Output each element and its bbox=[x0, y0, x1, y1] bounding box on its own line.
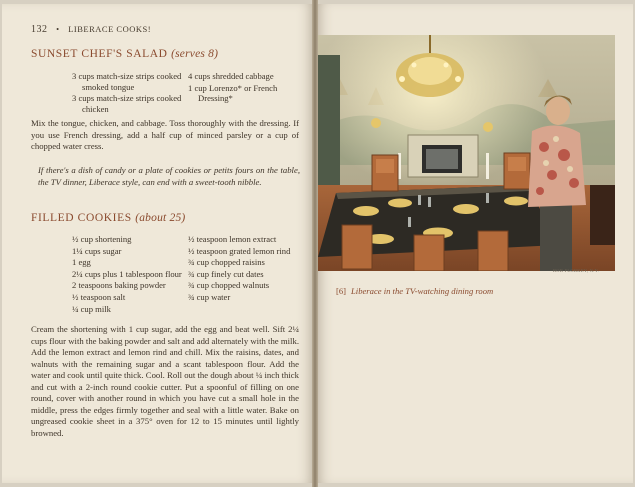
caption-number: [6] bbox=[336, 286, 347, 296]
photo-caption bbox=[336, 286, 496, 297]
ingredient: ½ teaspoon grated lemon rind bbox=[188, 245, 291, 256]
ingredient: ½ teaspoon salt bbox=[72, 291, 126, 302]
running-head-separator: • bbox=[56, 24, 60, 34]
caption-text: Liberace in the TV-watching dining room bbox=[351, 286, 494, 296]
ingredient: ½ cup shortening bbox=[72, 234, 132, 244]
ingredient: ¾ cup finely cut dates bbox=[188, 268, 264, 279]
recipe-title-salad bbox=[31, 48, 218, 60]
salad-ingredients-right bbox=[188, 71, 306, 105]
ingredient: 2¼ cups plus 1 tablespoon flour bbox=[72, 268, 182, 279]
salad-directions: Mix the tongue, chicken, and cabbage. Toss thoroughly with the dressing. If you use French dressing, add a half cup of minced parsley or a cup of chopped water cress. bbox=[31, 118, 299, 151]
ingredient: ¾ cup chopped walnuts bbox=[188, 280, 270, 291]
interlude-note: If there's a dish of candy or a plate of cookies or petits fours on the table, the TV dinner, Liberace style, can end with a sweet-tooth nibble. bbox=[38, 165, 300, 187]
cookies-directions: Cream the shortening with 1 cup sugar, add the egg and beat well. Sift 2¼ cups flour with the baking powder and salt and add alternately with the milk. Add the lemon extract and lemon rind and chill. Mix the raisins, dates, and walnuts with the remaining sugar and a scant tablespoon flour. Add the water and cook until quite thick. Cool. Roll out the dough about ¼ inch thick and cut with a 2-inch round cookie cutter. Put a spoonful of filling on one round, cover with another round in which you have cut a small hole in the middle, press the edges firmly together and seal with a little water. Bake on ungreased cookie sheet in a 375° oven for 12 to 15 minutes until lightly browned. bbox=[31, 324, 299, 438]
ingredient: ½ teaspoon lemon extract bbox=[188, 234, 277, 244]
page-number: 132 bbox=[31, 24, 48, 35]
ingredient: 4 cups shredded cabbage bbox=[188, 71, 274, 81]
dining-room-photo bbox=[318, 35, 615, 271]
ingredient: ¼ cup milk bbox=[72, 303, 111, 314]
photo-credit: BOB FLORKEY, N.Y. bbox=[553, 268, 600, 273]
ingredient: 1¼ cups sugar bbox=[72, 245, 122, 256]
recipe-yield: (serves 8) bbox=[171, 48, 219, 60]
recipe-title-text: SUNSET CHEF'S SALAD bbox=[31, 48, 168, 60]
running-head bbox=[31, 24, 151, 35]
recipe-yield: (about 25) bbox=[135, 212, 186, 224]
recipe-title-cookies bbox=[31, 212, 185, 224]
book-title: LIBERACE COOKS! bbox=[68, 24, 152, 34]
ingredient: 2 teaspoons baking powder bbox=[72, 280, 166, 291]
salad-ingredients-left bbox=[72, 71, 182, 115]
ingredient: ¾ cup water bbox=[188, 291, 231, 302]
ingredient: 1 egg bbox=[72, 257, 91, 268]
ingredient: 3 cups match-size strips cooked chicken bbox=[72, 93, 182, 114]
cookies-ingredients-left bbox=[72, 234, 184, 315]
ingredient: 1 cup Lorenzo* or French Dressing* bbox=[188, 82, 278, 104]
ingredient: 3 cups match-size strips cooked smoked tongue bbox=[72, 71, 182, 92]
recipe-title-text: FILLED COOKIES bbox=[31, 212, 132, 224]
cookies-ingredients-right bbox=[188, 234, 300, 304]
photo-illustration bbox=[318, 35, 615, 271]
ingredient: ¾ cup chopped raisins bbox=[188, 257, 265, 268]
